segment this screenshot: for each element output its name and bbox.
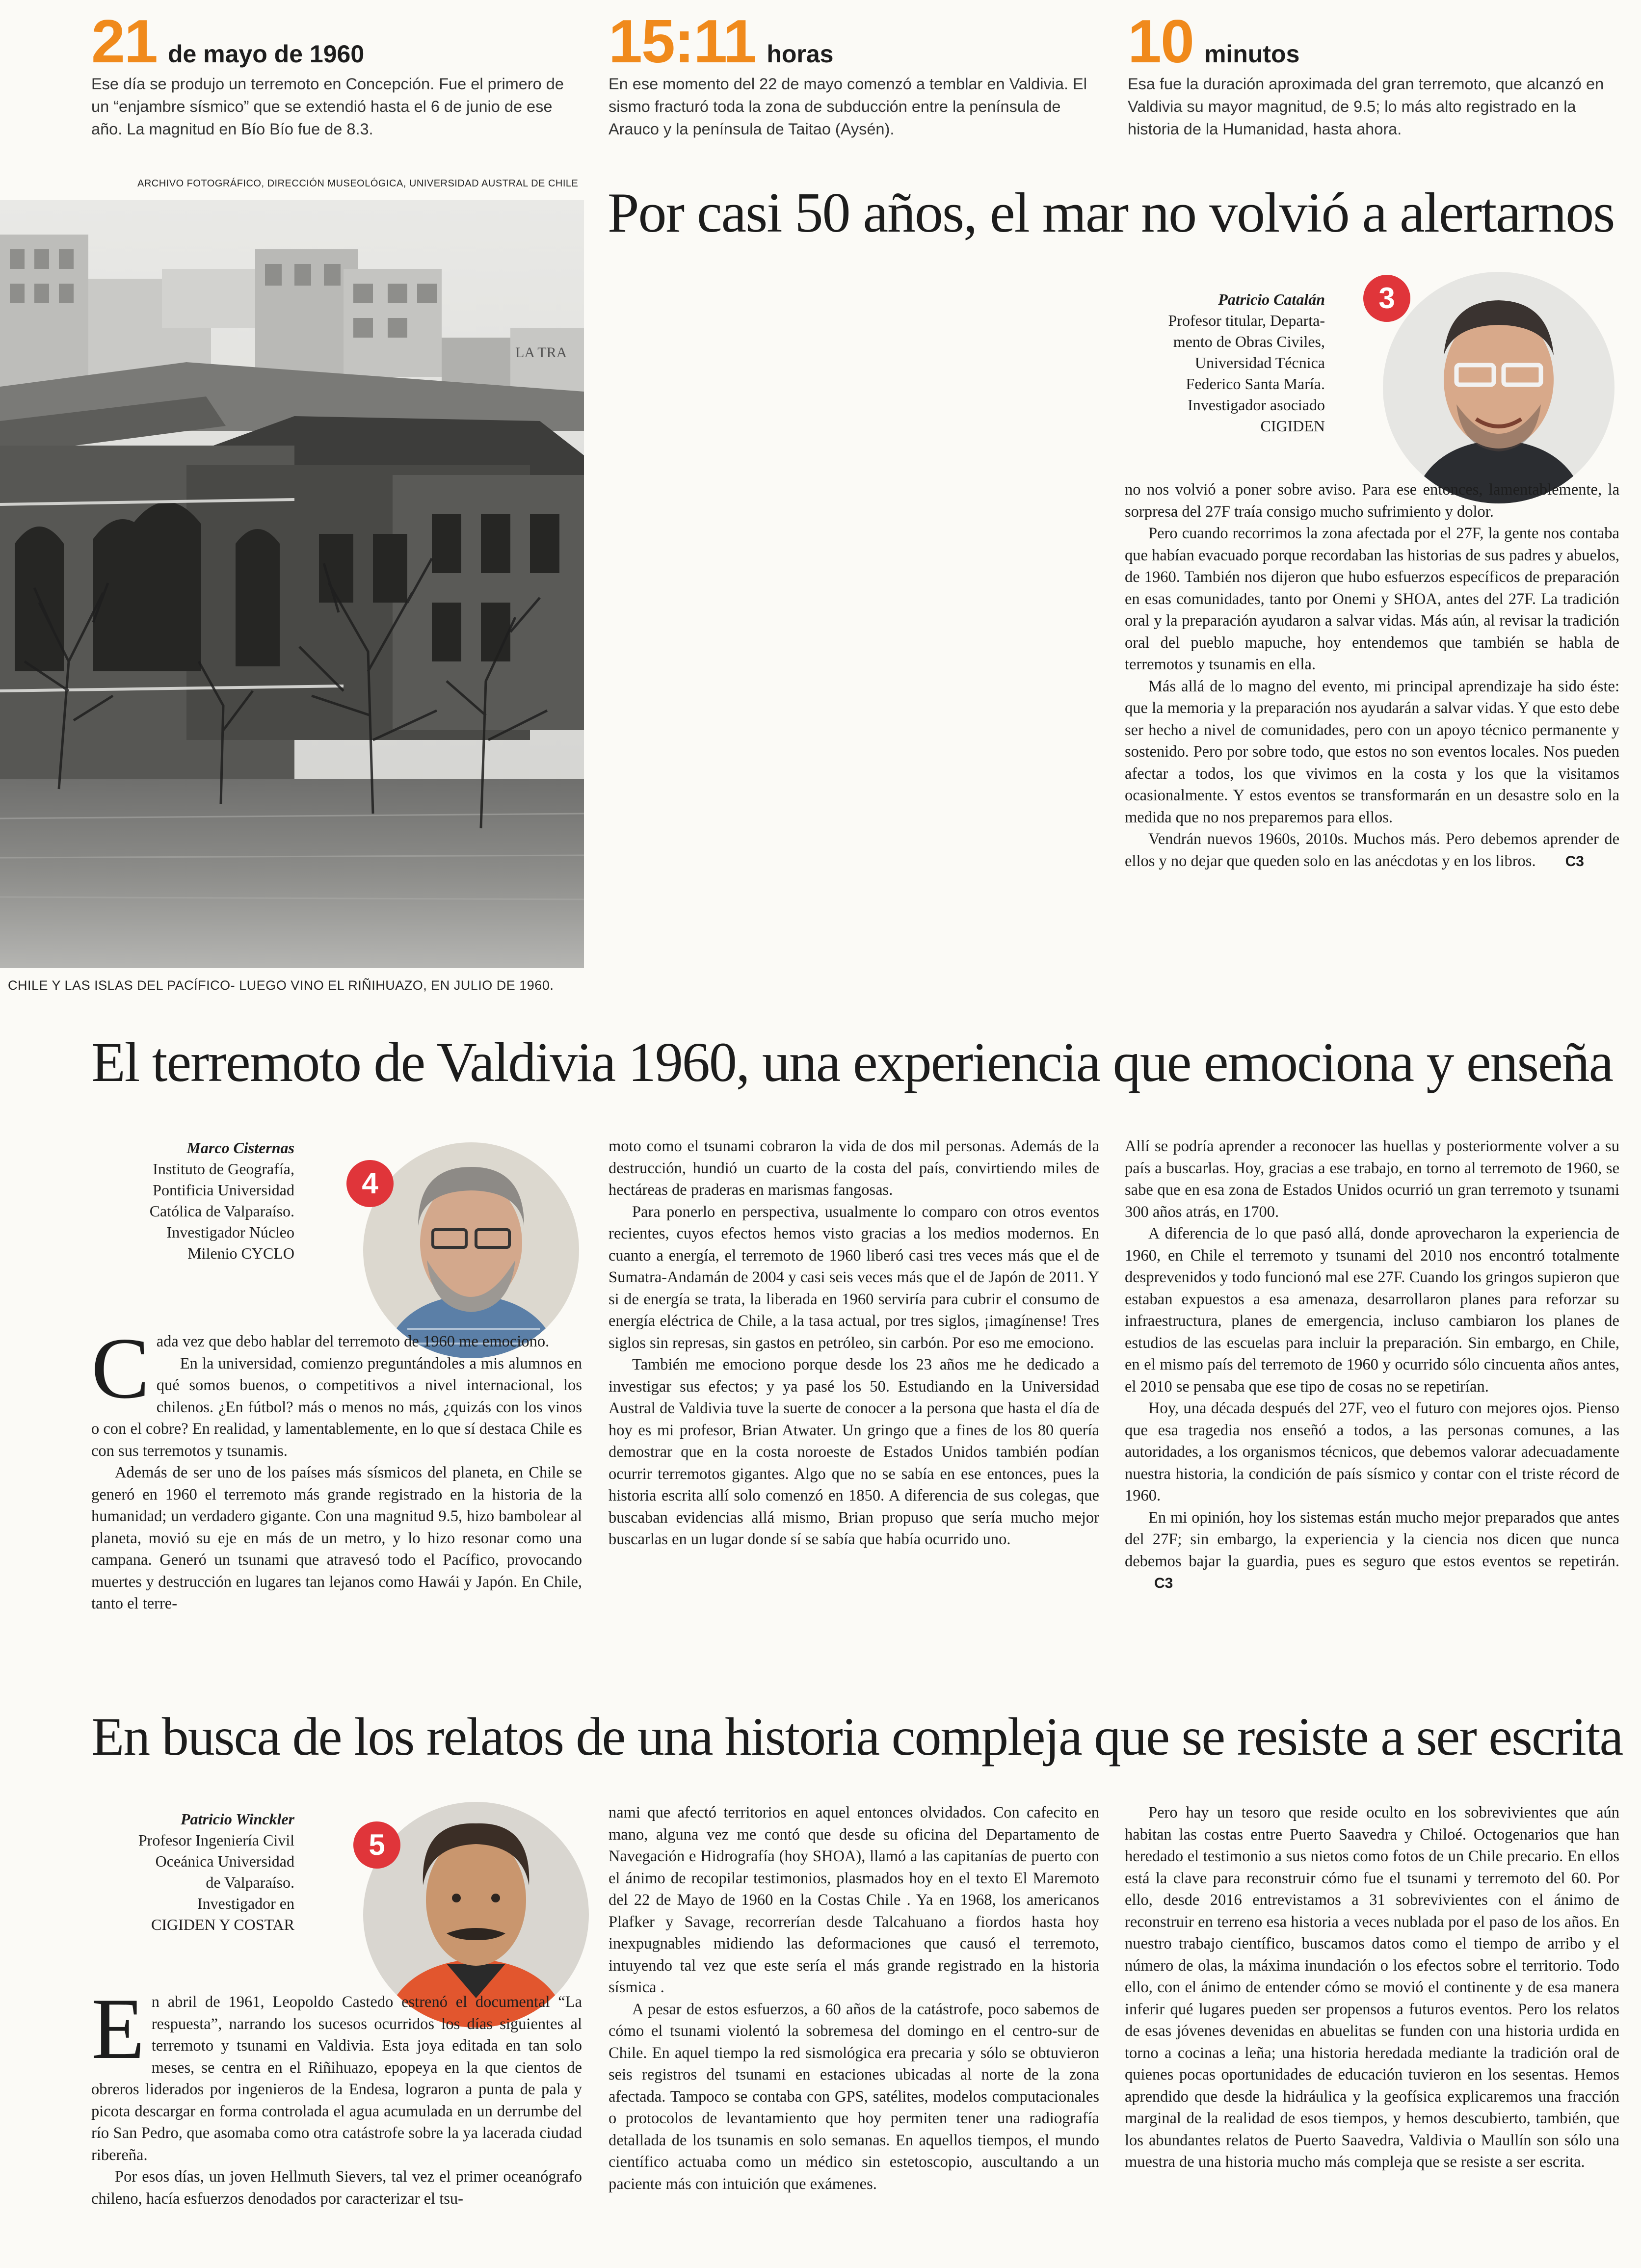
article5-author-line: CIGIDEN Y COSTAR	[151, 1916, 294, 1933]
article3-author-line: Investigador asociado	[1188, 396, 1325, 414]
article3-author-line: Profesor titular, Departa-	[1168, 312, 1325, 329]
article4-paragraph: En la universidad, comienzo preguntándoles a mis alumnos en qué somos buenos, o competitivos a nivel internacional, los chilenos. ¿En fútbol? más o menos no más, ¿quizás con los vinos o con el cobre? En realidad, y lamentablemente, en lo que sí destaca Chile es con sus terremotos y tsunamis.	[91, 1354, 582, 1460]
stat-time	[609, 8, 1099, 140]
article5-paragraph: A pesar de estos esfuerzos, a 60 años de la catástrofe, poco sabemos de cómo el tsunami violentó la sobremesa del domingo en el centro-sur de Chile. En aquel tiempo la red sismológica era precaria y sólo se obtuvieron seis registros del tsunami en estaciones ubicadas al norte de la zona afectada. Tampoco se contaba con GPS, satélites, modelos computacionales o protocolos de levantamiento que hoy permiten tener una radiografía detallada de los tsunamis en solo semanas. En aquellos tiempos, el mundo científico actuaba como un médico sin estetoscopio, auscultando a un paciente más con intuición que exámenes.	[609, 2000, 1099, 2193]
article4-author-portrait	[363, 1142, 579, 1358]
article5-author-line: de Valparaíso.	[206, 1873, 294, 1891]
article4-paragraph: Hoy, una década después del 27F, veo el futuro con mejores ojos. Pienso que esa tragedia nos enseñó a todos, a las personas comunes, a las autoridades, a los organismos técnicos, que debemos valorar adecuadamente nuestra historia, la condición de país sísmico y contar con el triste récord de 1960.	[1125, 1399, 1619, 1504]
article4-column-3	[1125, 1135, 1619, 1595]
article3-paragraph: Más allá de lo magno del evento, mi principal aprendizaje ha sido éste: que la memoria y la preparación nos ayudarán a salvar vidas. Y que esto debe ser hecho a nivel de comunidades, pero con un apoyo técnico permanente y sostenido. Pero por sobre todo, que estos no son eventos locales. Nos pueden afectar a todos, los que vivimos en la costa y los que la visitamos ocasionalmente. Y estos eventos se transformarán en un desastre solo en la medida que no nos preparemos para ellos.	[1125, 677, 1619, 826]
article4-paragraph: Allí se podría aprender a reconocer las huellas y posteriormente volver a su país a buscarlas. Hoy, gracias a ese trabajo, en torno al terremoto de 1960, se sabe que en esa zona de Estados Unidos ocurrió un gran terremoto y tsunami 300 años atrás, en 1700.	[1125, 1137, 1619, 1221]
stat-date-value: 21	[91, 8, 157, 76]
article4-column-1	[91, 1319, 582, 1615]
article3-paragraph: Pero cuando recorrimos la zona afectada por el 27F, la gente nos contaba que habían evacuado porque recordaban las historias de sus padres y abuelos, de 1960. También nos dijeron que hubo esfuerzos específicos de preparación en esas comunidades, tanto por Onemi y SHOA, antes del 27F. La tradición oral y la preparación ayudaron a salvar vidas. Más aún, al revisar la tradición oral del pueblo mapuche, hoy entendemos que también se habla de terremotos y tsunamis en ella.	[1125, 525, 1619, 673]
article5-author-line: Investigador en	[197, 1895, 294, 1912]
article3-paragraph	[1125, 828, 1619, 872]
article5-author-name: Patricio Winckler	[181, 1810, 294, 1828]
article3-author-line: Universidad Técnica	[1194, 354, 1325, 371]
article3-author	[1119, 289, 1325, 437]
portrait-illustration	[363, 1142, 579, 1358]
article4-paragraph	[1125, 1507, 1619, 1595]
article5-paragraph: Por esos días, un joven Hellmuth Sievers, tal vez el primer oceanógrafo chileno, hacía esfuerzos denodados por caracterizar el tsu-	[91, 2168, 582, 2208]
article5-dropcap: E	[91, 1980, 145, 2077]
article5-column-2	[609, 1802, 1099, 2195]
stat-time-unit: horas	[767, 40, 834, 68]
article4-author-name: Marco Cisternas	[186, 1139, 294, 1157]
article3-author-portrait	[1383, 272, 1615, 503]
article4-author	[88, 1137, 294, 1264]
article4-last-paragraph: En mi opinión, hoy los sistemas están mucho mejor preparados que antes del 27F; sin embargo, la experiencia y la ciencia nos dicen que nunca debemos bajar la guardia, pues es seguro que estos eventos se repetirán.	[1125, 1508, 1619, 1570]
stat-date	[91, 8, 582, 140]
article5-badge: 5	[353, 1821, 400, 1869]
flood-photo	[0, 200, 584, 968]
article5-author	[88, 1809, 294, 1935]
article3-author-name: Patricio Catalán	[1218, 290, 1325, 308]
photo-credit: ARCHIVO FOTOGRÁFICO, DIRECCIÓN MUSEOLÓGICA, UNIVERSIDAD AUSTRAL DE CHILE	[137, 178, 579, 189]
article4-column-2	[609, 1135, 1099, 1551]
article4-paragraph: moto como el tsunami cobraron la vida de dos mil personas. Además de la destrucción, hundió un cuarto de la costa del país, convirtiendo miles de hectáreas de praderas en marismas fangosas.	[609, 1137, 1099, 1199]
sign-text: LA TRA	[515, 344, 567, 361]
article3-end-mark: C3	[1565, 853, 1584, 870]
article4-author-line: Milenio CYCLO	[187, 1244, 294, 1262]
article4-paragraph: Además de ser uno de los países más sísmicos del planeta, en Chile se generó en 1960 el terremoto más grande registrado en la historia de la humanidad; un verdadero gigante. Con una magnitud 9.5, hizo bambolear al planeta, movió su eje en más de un metro, y lo hizo resonar como una campana. Generó un tsunami que atravesó todo el Pacífico, provocando muertes y destrucción en lugares tan lejanos como Hawái y Japón. En Chile, tanto el terre-	[91, 1464, 582, 1612]
stat-duration-unit: minutos	[1204, 40, 1300, 68]
article4-dropcap: C	[91, 1319, 150, 1417]
flood-photo-illustration	[0, 200, 584, 968]
photo-caption: CHILE Y LAS ISLAS DEL PACÍFICO- LUEGO VINO EL RIÑIHUAZO, EN JULIO DE 1960.	[8, 978, 554, 993]
stat-time-value: 15:11	[609, 8, 756, 76]
article3-badge: 3	[1363, 275, 1410, 322]
article5-paragraph: Pero hay un tesoro que reside oculto en los sobrevivientes que aún habitan las costas entre Puerto Saavedra y Chiloé. Octogenarios que han heredado el testimonio a sus nietos como fotos de un Chile precario. En ellos está la clave para reconstruir cómo fue el tsunami y terremoto del 60. Por ello, desde 2016 entrevistamos a 31 sobrevivientes con el ánimo de reconstruir en terreno esa historia a veces nublada por el paso de los años. En nuestro trabajo científico, buscamos datos como el tiempo de arribo y el número de olas, la máxima inundación o los efectos sobre el territorio. Todo ello, con el ánimo de entender cómo se movió el continente y de esa manera inferir qué lugares pueden ser propensos a futuros eventos. Pero los relatos de esas jóvenes devenidas en abuelitas se funden con una historia urdida en torno a cocinas a leña; una historia heredada mediante la tradición oral de quienes pocas oportunidades de educación tuvieron en los sesentas. Hemos aprendido que desde la hidráulica y la geofísica explicaremos una fracción marginal de la realidad de esos tiempos, y hemos descubierto, también, que los abundantes relatos de Puerto Saavedra, Valdivia o Maullín son sólo una muestra de una historia mucho más compleja que se resiste a ser escrita.	[1125, 1804, 1619, 2171]
stat-duration-desc: Esa fue la duración aproximada del gran terremoto, que alcanzó en Valdivia su mayor magnitud, de 9.5; lo más alto registrado en la historia de la Humanidad, hasta ahora.	[1128, 75, 1604, 138]
article5-headline: En busca de los relatos de una historia compleja que se resiste a ser escrita	[91, 1707, 1623, 1767]
article4-paragraph: También me emociono porque desde los 23 años me he dedicado a investigar sus efectos; y ya pasé los 50. Estudiando en la Universidad Austral de Valdivia tuve la suerte de conocer a la persona que hasta el día de hoy es mi profesor, Brian Atwater. Un gringo que a fines de los 80 quería demostrar que en la costa noroeste de Estados Unidos también podían ocurrir terremotos gigantes. Algo que no se sabía en ese entonces, pues la historia escrita allí solo comenzó en 1850. A diferencia de sus colegas, que buscaban evidencias allá mismo, Brian propuso que sería mucho mejor buscarlas en un lugar donde sí se sabía que había ocurrido uno.	[609, 1356, 1099, 1548]
article4-paragraph: Para ponerlo en perspectiva, usualmente lo comparo con otros eventos recientes, cuyos efectos hemos visto gracias a los medios modernos. En cuanto a energía, el terremoto de 1960 liberó casi tres veces más que el de Sumatra-Andamán de 2004 y casi seis veces más que el de Japón de 2011. Y si de energía se trata, la liberada en 1960 serviría para cubrir el consumo de energía eléctrica de Chile, a la tasa actual, por tres siglos, ¡imagínense! Tres siglos sin represas, sin gastos en petróleo, sin carbón. Por eso me emociono.	[609, 1203, 1099, 1352]
article4-end-mark: C3	[1154, 1575, 1173, 1591]
article3-author-line: CIGIDEN	[1260, 417, 1325, 435]
article5-column-1	[91, 1980, 582, 2210]
stat-time-desc: En ese momento del 22 de mayo comenzó a temblar en Valdivia. El sismo fracturó toda la zona de subducción entre la península de Arauco y la península de Taitao (Aysén).	[609, 75, 1087, 138]
article5-author-line: Oceánica Universidad	[155, 1852, 294, 1870]
article4-headline: El terremoto de Valdivia 1960, una experiencia que emociona y enseña	[91, 1031, 1613, 1093]
article4-author-line: Pontificia Universidad	[153, 1181, 294, 1199]
stat-duration-value: 10	[1128, 8, 1193, 76]
article3-paragraph: no nos volvió a poner sobre aviso. Para ese entonces, lamentablemente, la sorpresa del 27F traía consigo mucho sufrimiento y dolor.	[1125, 481, 1619, 521]
article4-paragraph: A diferencia de lo que pasó allá, donde aprovecharon la experiencia de 1960, en Chile el terremoto y tsunami del 2010 nos encontró totalmente desprevenidos y todo funcionó mal ese 27F. Cuando los gringos supieron que estaban expuestos a esa amenaza, desarrollaron planes para reforzar su infraestructura, planes de emergencia, incluso cambiaron los planes de estudios de las escuelas para incluir la preparación. Sin embargo, en Chile, en el mismo país del terremoto de 1960 y ocurrido sólo cincuenta años antes, el 2010 se pensaba que ese tipo de cosas no se repetirían.	[1125, 1225, 1619, 1396]
article3-author-line: mento de Obras Civiles,	[1173, 333, 1325, 350]
article4-badge: 4	[346, 1160, 394, 1207]
article4-author-line: Instituto de Geografía,	[153, 1160, 294, 1178]
article3-author-line: Federico Santa María.	[1186, 375, 1325, 393]
article3-headline: Por casi 50 años, el mar no volvió a alertarnos	[608, 182, 1615, 244]
article3-body	[1125, 479, 1619, 872]
article4-author-line: Investigador Núcleo	[166, 1223, 294, 1241]
stat-date-unit: de mayo de 1960	[167, 40, 365, 68]
article5-paragraph: nami que afectó territorios en aquel entonces olvidados. Con cafecito en mano, alguna vez me contó que desde su oficina del Departamento de Navegación e Hidrografía (hoy SHOA), llamó a las capitanías de puerto con el ánimo de recopilar testimonios, plasmados hoy en el texto El Maremoto del 22 de Mayo de 1960 en la Costas Chile . Ya en 1968, los americanos Plafker y Savage, recorrerían desde Talcahuano a fiordos hasta hoy inexpugnables midiendo las deformaciones que causó el terremoto, intuyendo tal vez que este sería el más grande registrado en la historia sísmica .	[609, 1804, 1099, 1996]
article4-paragraph: ada vez que debo hablar del terremoto de 1960 me emociono.	[156, 1333, 550, 1350]
article4-author-line: Católica de Valparaíso.	[149, 1202, 294, 1220]
article3-last-paragraph: Vendrán nuevos 1960s, 2010s. Muchos más. Pero debemos aprender de ellos y no dejar que queden solo en las anécdotas y en los libros.	[1125, 830, 1619, 870]
portrait-illustration	[1383, 272, 1615, 503]
stat-date-desc: Ese día se produjo un terremoto en Concepción. Fue el primero de un “enjambre sísmico” que se extendió hasta el 6 de junio de ese año. La magnitud en Bío Bío fue de 8.3.	[91, 75, 564, 138]
article5-paragraph: n abril de 1961, Leopoldo Castedo estrenó el documental “La respuesta”, narrando los sucesos ocurridos los días siguientes al terremoto y tsunami en Valdivia. Esta joya editada en tan solo meses, se centra en el Riñihuazo, epopeya en la que cientos de obreros liderados por ingenieros de la Endesa, lograron a punta de pala y picota descargar en forma controlada el agua acumulada en un derrumbe del río San Pedro, que asomaba como otra catástrofe sobre la ya lacerada ciudad ribereña.	[91, 1993, 582, 2164]
article5-author-line: Profesor Ingeniería Civil	[138, 1831, 294, 1849]
article5-column-3	[1125, 1802, 1619, 2173]
stat-duration	[1128, 8, 1618, 140]
